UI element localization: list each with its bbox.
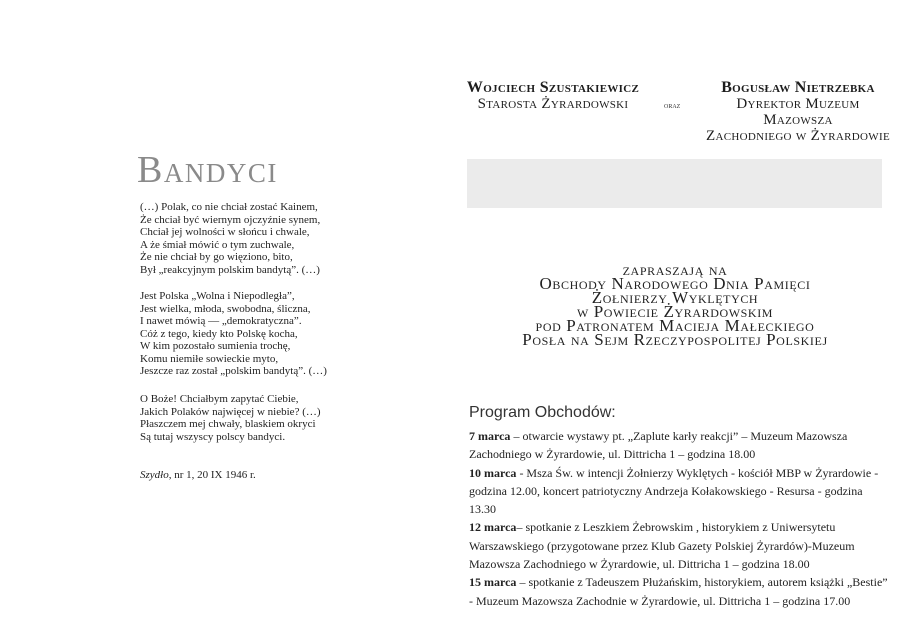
poem-line: Jest Polska „Wolna i Niepodległa”, [140,290,295,302]
program-entry [469,427,889,464]
placeholder-bar [467,159,882,208]
poem-line: Był „reakcyjnym polskim bandytą”. (…) [140,263,320,276]
poem-stanza-1 [140,201,320,276]
host-2-block [703,80,893,144]
poem-stanza-2 [140,290,327,378]
poem-line: O Boże! Chciałbym zapytać Ciebie, [140,393,299,405]
program-date: 15 marca [469,575,517,590]
poem-stanza-3 [140,393,321,443]
invite-line: Żołnierzy Wyklętych [591,288,759,307]
invitation-block [470,260,880,349]
poem-line: Jeszcze raz został „polskim bandytą”. (…) [140,365,327,377]
source-title: Szydło [140,469,169,481]
poem-title: Bandyci [137,149,278,191]
program-date: 10 marca [469,465,517,480]
poem-line: Jakich Polaków najwięcej w niebie? (…) [140,405,321,418]
poem-line: W kim pozostało sumienia trochę, [140,340,291,352]
host-1-name: Wojciech Szustakiewicz [466,79,640,96]
invite-line: Posła na Sejm Rzeczypospolitej Polskiej [522,330,828,349]
program-text: – spotkanie z Leszkiem Żebrowskim , historykiem z Uniwersytetu Warszawskiego (przygotowane przez Klub Gazety Polskiej Żyrardów)-Muzeum Mazowsza Zachodniego w Żyrardowie, ul. Dittricha 1 – godzina 18.00 [469,520,855,572]
invite-line: w Powiecie Żyrardowskim [576,302,774,321]
poem-line: I nawet mówią — „demokratyczna”. [140,315,302,327]
program-entry [469,464,889,519]
poem-line: Płaszczem mej chwały, blaskiem okryci [140,418,316,430]
poem-line: Jest wielka, młoda, swobodna, śliczna, [140,302,311,315]
host-1-block [463,80,643,112]
poem-line: Że chciał być wiernym ojczyźnie synem, [140,213,321,226]
invite-line: pod Patronatem Macieja Małeckiego [535,316,815,335]
program-entry [469,573,889,610]
host-2-role-line-2: Zachodniego w Żyrardowie [706,128,890,144]
program-text: - Msza Św. w intencji Żołnierzy Wyklętych - kościół MBP w Żyrardowie - godzina 12.00, koncert patriotyczny Andrzeja Kołakowskiego - Resursa - godzina 13.30 [469,465,879,517]
host-1-role: Starosta Żyrardowski [477,96,629,112]
poem-line: Że nie chciał by go więziono, bito, [140,251,293,263]
invite-line: zapraszają na [622,260,728,279]
poem-line: (…) Polak, co nie chciał zostać Kainem, [140,201,318,213]
program-list [469,427,889,610]
poem-line: Komu niemiłe sowieckie myto, [140,352,279,365]
poem-line: Chciał jej wolności w słońcu i chwale, [140,226,310,238]
source-details: , nr 1, 20 IX 1946 r. [168,469,256,481]
program-date: 7 marca [469,429,511,443]
program-date: 12 marca [469,520,517,535]
program-text: – spotkanie z Tadeuszem Płużańskim, historykiem, autorem książki „Bestie” - Muzeum Mazowsza Zachodnie w Żyrardowie, ul. Dittricha 1 – godzina 17.00 [469,575,888,608]
program-entry [469,518,889,573]
program-title: Program Obchodów: [469,404,616,421]
invite-line: Obchody Narodowego Dnia Pamięci [539,274,811,293]
host-2-role-line-1: Dyrektor Muzeum Mazowsza [736,96,860,128]
poem-line: Cóż z tego, kiedy kto Polskę kocha, [140,327,298,340]
connector-text: oraz [664,100,681,110]
poem-line: Są tutaj wszyscy polscy bandyci. [140,430,286,443]
program-text: – otwarcie wystawy pt. „Zaplute karły reakcji” – Muzeum Mazowsza Zachodniego w Żyrardowie, ul. Dittricha 1 – godzina 18.00 [469,429,848,462]
host-2-name: Bogusław Nietrzebka [721,79,875,96]
poem-line: A że śmiał mówić o tym zuchwale, [140,238,295,251]
poem-source [140,469,256,481]
